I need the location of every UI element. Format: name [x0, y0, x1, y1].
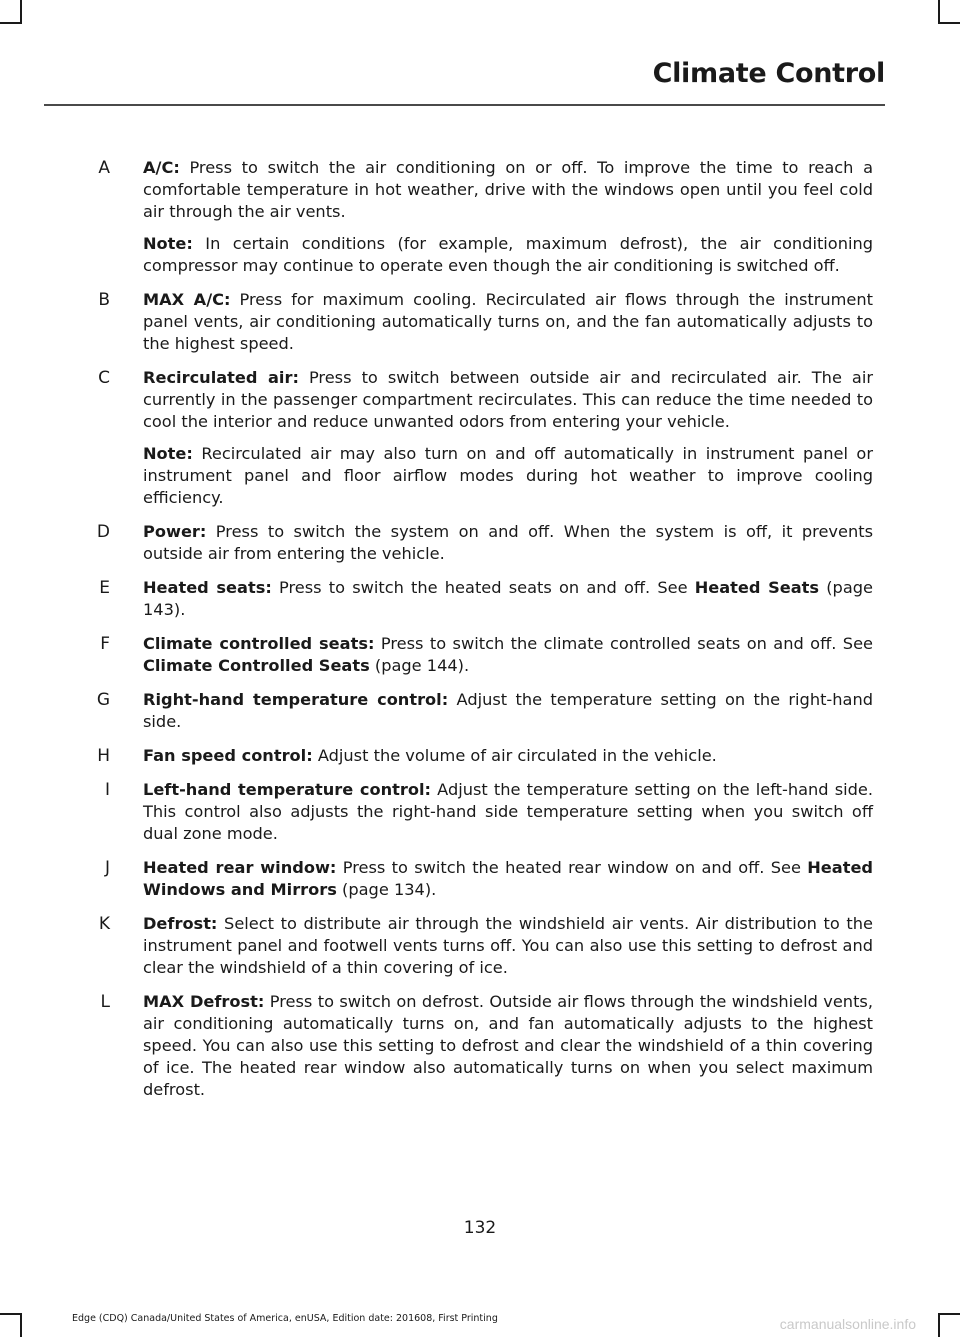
item-label: Defrost: — [143, 914, 218, 933]
item-label: Fan speed control: — [143, 746, 313, 765]
item-description — [143, 857, 873, 901]
list-item — [0, 289, 960, 355]
watermark: carmanualsonline.info — [779, 1316, 916, 1332]
item-description — [143, 689, 873, 733]
item-text: Press to switch the heated seats on and off. See — [271, 578, 695, 597]
item-description — [143, 577, 873, 621]
item-label: A/C: — [143, 158, 180, 177]
item-letter: D — [96, 522, 110, 542]
item-description — [143, 521, 873, 565]
item-text: Adjust the temperature setting on the right-hand side. — [143, 690, 873, 731]
item-label: Power: — [143, 522, 207, 541]
item-label: MAX A/C: — [143, 290, 231, 309]
item-text: Press to switch the system on and off. When the system is off, it prevents outside air from entering the vehicle. — [143, 522, 873, 563]
crop-mark — [0, 1313, 22, 1315]
item-description — [143, 913, 873, 979]
item-text: Press to switch the air conditioning on or off. To improve the time to reach a comfortable temperature in hot weather, drive with the windows open until you feel cold air through the air vents. — [143, 158, 873, 221]
item-label: Heated seats: — [143, 578, 272, 597]
item-letter: I — [104, 780, 110, 800]
item-letter: L — [100, 992, 110, 1012]
item-letter: C — [98, 368, 110, 388]
list-item — [0, 633, 960, 677]
item-description — [143, 633, 873, 677]
item-note — [143, 233, 873, 277]
item-text: Press to switch the heated rear window on and off. See — [336, 858, 808, 877]
item-label: Left-hand temperature control: — [143, 780, 432, 799]
item-label: Climate controlled seats: — [143, 634, 375, 653]
crop-mark — [0, 22, 22, 24]
item-note — [143, 443, 873, 509]
cross-reference-page: (page 143). — [143, 578, 873, 619]
item-description — [143, 745, 873, 767]
item-letter: K — [98, 914, 110, 934]
item-label: Right-hand temperature control: — [143, 690, 449, 709]
list-item — [0, 157, 960, 277]
item-letter: J — [104, 858, 110, 878]
list-item — [0, 857, 960, 901]
crop-mark — [938, 1313, 960, 1315]
item-letter: E — [99, 578, 110, 598]
crop-mark — [20, 1313, 22, 1337]
item-label: Heated rear window: — [143, 858, 337, 877]
item-letter: F — [100, 634, 110, 654]
cross-reference-link[interactable]: Heated Windows and Mirrors — [143, 858, 874, 899]
item-text: Adjust the temperature setting on the left-hand side. This control also adjusts the right-hand side temperature setting when you switch off dual zone mode. — [143, 780, 874, 843]
cross-reference-page: (page 144). — [369, 656, 470, 675]
item-description — [143, 991, 873, 1101]
crop-mark — [938, 1313, 940, 1337]
list-item — [0, 689, 960, 733]
page-number: 132 — [463, 1218, 497, 1238]
item-text: Press to switch the climate controlled seats on and off. See — [374, 634, 873, 653]
note-label: Note: — [143, 234, 193, 253]
page-title: Climate Control — [652, 58, 885, 89]
item-text: Press to switch between outside air and recirculated air. The air currently in the passenger compartment recirculates. This can reduce the time needed to cool the interior and reduce unwanted odors from entering your vehicle. — [143, 368, 874, 431]
list-item — [0, 913, 960, 979]
item-letter: G — [96, 690, 110, 710]
crop-mark — [20, 0, 22, 24]
edition-footer: Edge (CDQ) Canada/United States of America, enUSA, Edition date: 201608, First Printing — [72, 1313, 498, 1324]
note-text: In certain conditions (for example, maximum defrost), the air conditioning compressor may continue to operate even though the air conditioning is switched off. — [143, 234, 873, 275]
list-item — [0, 779, 960, 845]
item-description — [143, 779, 873, 845]
item-description — [143, 157, 873, 223]
item-label: Recirculated air: — [143, 368, 299, 387]
list-item — [0, 367, 960, 509]
list-item — [0, 991, 960, 1101]
header-rule — [44, 104, 885, 106]
item-label: MAX Defrost: — [143, 992, 265, 1011]
note-text: Recirculated air may also turn on and off automatically in instrument panel or instrument panel and floor airflow modes during hot weather to improve cooling efficiency. — [143, 444, 873, 507]
note-label: Note: — [143, 444, 193, 463]
list-item — [0, 521, 960, 565]
item-text: Press to switch on defrost. Outside air flows through the windshield vents, air conditioning automatically turns on, and fan automatically adjusts to the highest speed. You can also use this setting to defrost and clear the windshield of a thin covering of ice. The heated rear window also automatically turns on when you select maximum defrost. — [143, 992, 873, 1099]
item-text: Press for maximum cooling. Recirculated air flows through the instrument panel vents, air conditioning automatically turns on, and the fan automatically adjusts to the highest speed. — [143, 290, 873, 353]
item-list — [0, 157, 960, 1113]
item-description — [143, 367, 873, 433]
item-letter: B — [98, 290, 110, 310]
cross-reference-link[interactable]: Climate Controlled Seats — [143, 656, 370, 675]
item-text: Adjust the volume of air circulated in the vehicle. — [312, 746, 717, 765]
item-text: Select to distribute air through the windshield air vents. Air distribution to the instrument panel and footwell vents turns off. You can also use this setting to defrost and clear the windshield of a thin covering of ice. — [143, 914, 873, 977]
cross-reference-page: (page 134). — [336, 880, 437, 899]
cross-reference-link[interactable]: Heated Seats — [694, 578, 820, 597]
crop-mark — [938, 0, 940, 24]
list-item — [0, 577, 960, 621]
list-item — [0, 745, 960, 767]
crop-mark — [938, 22, 960, 24]
item-description — [143, 289, 873, 355]
item-letter: H — [97, 746, 110, 766]
item-letter: A — [98, 158, 110, 178]
